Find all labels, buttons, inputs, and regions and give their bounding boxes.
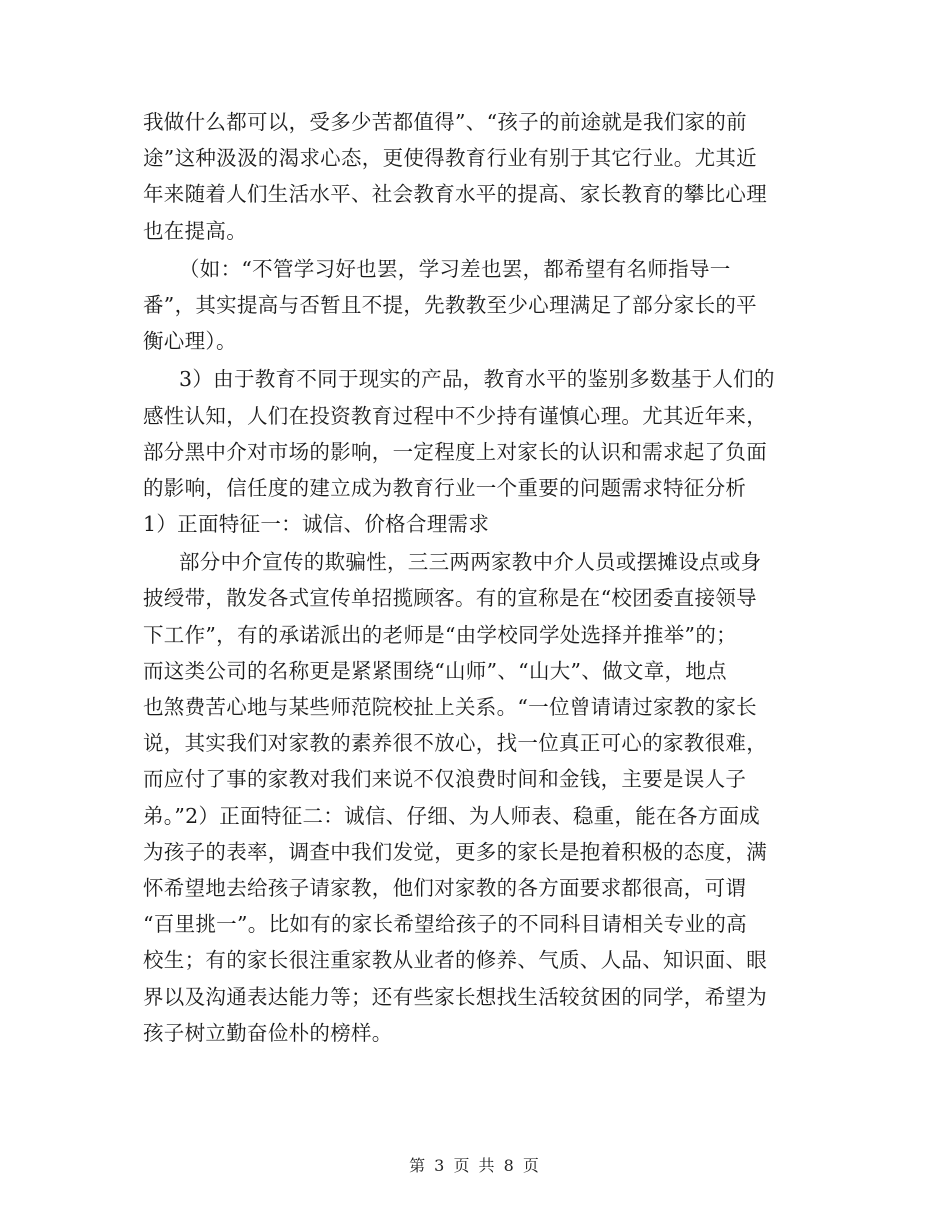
text-line: 怀希望地去给孩子请家教，他们对家教的各方面要求都很高，可谓	[143, 875, 747, 900]
text-line: 说，其实我们对家教的素养很不放心，找一位真正可心的家教很难，	[143, 731, 767, 756]
text-line: 孩子树立勤奋俭朴的榜样。	[143, 1020, 393, 1045]
text-line: 也在提高。	[143, 218, 247, 243]
text-line: 披绶带，散发各式宣传单招揽顾客。有的宣称是在“校团委直接领导	[143, 586, 757, 611]
text-line: 部分中介宣传的欺骗性，三三两两家教中介人员或摆摊设点或身	[179, 550, 762, 575]
text-line: “百里挑一”。比如有的家长希望给孩子的不同科目请相关专业的高	[143, 912, 747, 937]
text-line: 我做什么都可以，受多少苦都值得”、“孩子的前途就是我们家的前	[143, 110, 747, 134]
text-line: 弟。”2）正面特征二：诚信、仔细、为人师表、稳重，能在各方面成	[143, 803, 761, 828]
text-line: 番”，其实提高与否暂且不提，先教教至少心理满足了部分家长的平	[143, 292, 757, 317]
text-line: 年来随着人们生活水平、社会教育水平的提高、家长教育的攀比心理	[143, 182, 767, 207]
text-line: 为孩子的表率，调查中我们发觉，更多的家长是抱着积极的态度，满	[143, 839, 767, 864]
document-body	[143, 104, 823, 1051]
text-line: 感性认知，人们在投资教育过程中不少持有谨慎心理。尤其近年来，	[143, 403, 767, 428]
text-line: 衡心理）。	[143, 329, 237, 354]
text-line: 校生；有的家长很注重家教从业者的修养、气质、人品、知识面、眼	[143, 948, 767, 973]
text-line: 也煞费苦心地与某些师范院校扯上关系。“一位曾请请过家教的家长	[143, 695, 757, 719]
text-line: 而应付了事的家教对我们来说不仅浪费时间和金钱，主要是误人子	[143, 767, 747, 792]
text-line: 界以及沟通表达能力等；还有些家长想找生活较贫困的同学，希望为	[143, 984, 767, 1009]
text-line: 3）由于教育不同于现实的产品，教育水平的鉴别多数基于人们的	[179, 367, 775, 392]
text-line: 途”这种汲汲的渴求心态，更使得教育行业有别于其它行业。尤其近	[143, 146, 757, 171]
page-number-footer: 第 3 页 共 8 页	[409, 1156, 541, 1175]
text-line: 而这类公司的名称更是紧紧围绕“山师”、“山大”、做文章，地点	[143, 658, 727, 683]
text-line: 的影响，信任度的建立成为教育行业一个重要的问题需求特征分析	[143, 475, 747, 500]
text-line: （如：“不管学习好也罢，学习差也罢，都希望有名师指导一	[179, 256, 731, 281]
text-line: 下工作”，有的承诺派出的老师是“由学校同学处选择并推举”的；	[143, 622, 737, 647]
section-heading: 1）正面特征一：诚信、价格合理需求	[143, 512, 490, 537]
text-line: 部分黑中介对市场的影响，一定程度上对家长的认识和需求起了负面	[143, 439, 767, 464]
